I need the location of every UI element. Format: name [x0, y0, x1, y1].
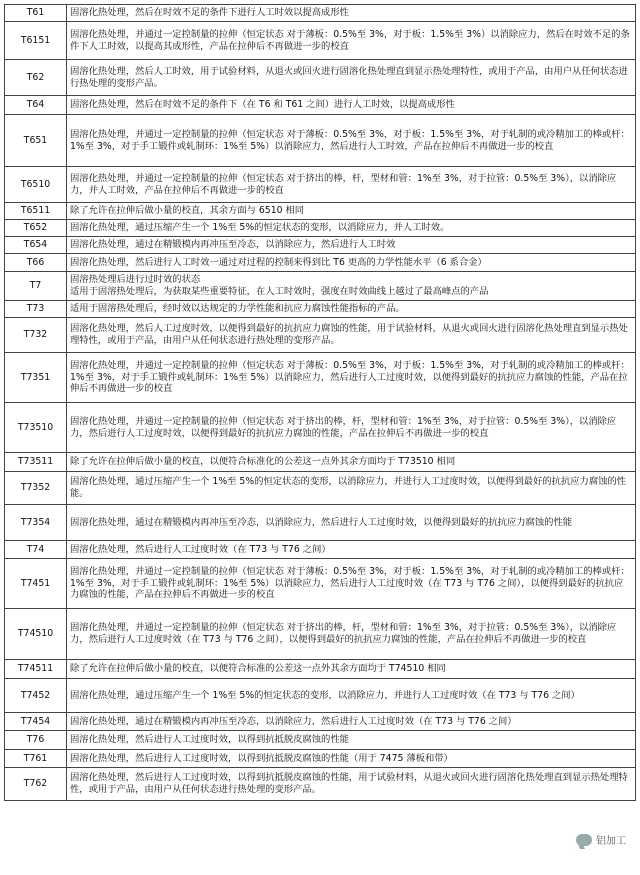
temper-code: T732: [5, 318, 67, 353]
temper-description: 固溶化热处理，然后进行人工过度时效，以得到抗抵脱皮腐蚀的性能（用于 7475 薄板和带）: [67, 750, 636, 768]
temper-description: 固溶化热处理，通过压缩产生一个 1%至 5%的恒定状态的变形，以消除应力，并人工时效。: [67, 220, 636, 237]
table-row: [5, 750, 636, 768]
temper-code: T7452: [5, 679, 67, 713]
temper-description: 除了允许在拉伸后做小量的校直，以便符合标准的公差这一点外其余方面均于 T74510 相同: [67, 660, 636, 679]
table-row: [5, 254, 636, 272]
temper-code: T62: [5, 60, 67, 96]
temper-code: T74510: [5, 609, 67, 660]
temper-description: 固溶化热处理，并通过一定控制量的拉伸（恒定状态 对于薄板：0.5%至 3%，对于板：1.5%至 3%）以消除应力，然后在时效不足的条件下人工时效，以提高其成形性，产品在拉伸后不再做进一步的校直: [67, 22, 636, 60]
temper-description: 固溶化热处理，并通过一定控制量的拉伸（恒定状态 对于薄板：0.5%至 3%，对于板：1.5%至 3%，对于轧制的或冷精加工的棒或杆：1%至 3%，对于手工锻件或轧制环：1%至 5%）以消除应力，然后进行人工时效，产品在拉伸后不再做进一步的校直: [67, 115, 636, 167]
temper-code: T762: [5, 768, 67, 801]
temper-description: 除了允许在拉伸后做小量的校直，其余方面与 6510 相同: [67, 203, 636, 220]
temper-description: 固溶化热处理，并通过一定控制量的拉伸（恒定状态 对于挤出的棒，杆，型材和管：1%至 3%，对于拉管：0.5%至 3%），以消除应力，然后进行人工过度时效，以便得到最好的抗抗应力腐蚀的性能，产品在拉伸后不再做进一步的校直: [67, 403, 636, 453]
temper-description: 固溶化热处理，通过在精锻模内再冲压至冷态，以消除应力，然后进行人工时效: [67, 237, 636, 254]
temper-code: T7351: [5, 353, 67, 403]
table-row: [5, 5, 636, 22]
temper-description: 固溶化热处理，然后人工时效，用于试验材料，从退火或回火进行固溶化热处理直到显示热处理特性，或用于产品，由用户从任何状态进行热处理的变形产品。: [67, 60, 636, 96]
table-row: [5, 541, 636, 559]
table-row: [5, 96, 636, 115]
table-row: [5, 203, 636, 220]
temper-description: 固溶化热处理，通过在精锻模内再冲压至冷态，以消除应力，然后进行人工过度时效（在 T73 与 T76 之间）: [67, 713, 636, 731]
table-row: [5, 22, 636, 60]
temper-description: 固溶化热处理，然后人工过度时效，以便得到最好的抗抗应力腐蚀的性能，用于试验材料，从退火或回火进行固溶化热处理直到显示热处理特性，或用于产品，由用户从任何状态进行热处理的变形产品。: [67, 318, 636, 353]
temper-description: 固溶化热处理，并通过一定控制量的拉伸（恒定状态 对于挤出的棒，杆，型材和管：1%至 3%，对于拉管：0.5%至 3%），以消除应力，并人工时效，产品在拉伸后不再做进一步的校直: [67, 167, 636, 203]
table-row: [5, 318, 636, 353]
temper-table-body: [5, 5, 636, 801]
temper-description: 固溶化热处理，并通过一定控制量的拉伸（恒定状态 对于挤出的棒，杆，型材和管：1%至 3%，对于拉管：0.5%至 3%），以消除应力，然后进行人工过度时效（在 T73 与 T76 之间），以便得到最好的抗抗应力腐蚀的性能，产品在拉伸后不再做进一步的校直: [67, 609, 636, 660]
temper-code: T66: [5, 254, 67, 272]
temper-code: T654: [5, 237, 67, 254]
watermark-text: 铝加工: [596, 836, 626, 847]
table-row: [5, 505, 636, 541]
temper-description: 固溶热处理后进行过时效的状态 适用于固溶热处理后，为获取某些重要特征，在人工时效时，强度在时效曲线上越过了最高峰点的产品: [67, 272, 636, 301]
temper-code: T652: [5, 220, 67, 237]
temper-code: T761: [5, 750, 67, 768]
temper-code: T73511: [5, 453, 67, 472]
temper-code: T6510: [5, 167, 67, 203]
temper-description: 固溶化热处理，然后进行人工过度时效，以得到抗抵脱皮腐蚀的性能: [67, 731, 636, 750]
table-row: [5, 453, 636, 472]
temper-code: T6151: [5, 22, 67, 60]
table-row: [5, 220, 636, 237]
temper-code: T7: [5, 272, 67, 301]
table-row: [5, 731, 636, 750]
temper-code: T7451: [5, 559, 67, 609]
temper-code: T73: [5, 301, 67, 318]
table-row: [5, 272, 636, 301]
table-row: [5, 472, 636, 505]
temper-description: 固溶化热处理，通过在精锻模内再冲压至冷态，以消除应力，然后进行人工过度时效，以便得到最好的抗抗应力腐蚀的性能: [67, 505, 636, 541]
table-row: [5, 403, 636, 453]
table-row: [5, 713, 636, 731]
temper-code: T74: [5, 541, 67, 559]
temper-code: T64: [5, 96, 67, 115]
temper-code: T7354: [5, 505, 67, 541]
table-row: [5, 60, 636, 96]
table-row: [5, 660, 636, 679]
temper-code: T61: [5, 5, 67, 22]
temper-code: T7352: [5, 472, 67, 505]
temper-description: 固溶化热处理，然后进行人工时效一通过对过程的控制来得到比 T6 更高的力学性能水平（6 系合金）: [67, 254, 636, 272]
table-row: [5, 237, 636, 254]
temper-description: 固溶化热处理，通过压缩产生一个 1%至 5%的恒定状态的变形，以消除应力，并进行人工过度时效，以便得到最好的抗抗应力腐蚀的性能。: [67, 472, 636, 505]
wechat-icon: [576, 834, 592, 846]
temper-code: T6511: [5, 203, 67, 220]
temper-description: 固溶化热处理，通过压缩产生一个 1%至 5%的恒定状态的变形，以消除应力，并进行人工过度时效（在 T73 与 T76 之间）: [67, 679, 636, 713]
table-row: [5, 115, 636, 167]
table-row: [5, 301, 636, 318]
table-row: [5, 559, 636, 609]
watermark: [572, 830, 630, 849]
temper-code: T7454: [5, 713, 67, 731]
temper-description: 固溶化热处理，然后在时效不足的条件下进行人工时效以提高成形性: [67, 5, 636, 22]
temper-code: T73510: [5, 403, 67, 453]
table-row: [5, 353, 636, 403]
temper-description: 适用于固溶热处理后，经时效以达规定的力学性能和抗应力腐蚀性能指标的产品。: [67, 301, 636, 318]
temper-description: 除了允许在拉伸后做小量的校直，以便符合标准化的公差这一点外其余方面均于 T73510 相同: [67, 453, 636, 472]
table-row: [5, 768, 636, 801]
temper-code: T651: [5, 115, 67, 167]
table-row: [5, 679, 636, 713]
temper-code: T74511: [5, 660, 67, 679]
temper-table: [4, 4, 636, 801]
temper-code: T76: [5, 731, 67, 750]
table-row: [5, 167, 636, 203]
temper-description: 固溶化热处理，然后在时效不足的条件下（在 T6 和 T61 之间）进行人工时效，以提高成形性: [67, 96, 636, 115]
table-row: [5, 609, 636, 660]
temper-description: 固溶化热处理，并通过一定控制量的拉伸（恒定状态 对于薄板：0.5%至 3%，对于板：1.5%至 3%，对于轧制的或冷精加工的棒或杆：1%至 3%，对于手工锻件或轧制环：1%至 5%）以消除应力，然后进行人工过度时效，以便得到最好的抗抗应力腐蚀的性能，产品在拉伸后不再做进一步的校直: [67, 353, 636, 403]
temper-description: 固溶化热处理，并通过一定控制量的拉伸（恒定状态 对于薄板：0.5%至 3%，对于板：1.5%至 3%，对于轧制的或冷精加工的棒或杆：1%至 3%，对于手工锻件或轧制环：1%至 5%）以消除应力，然后进行人工过度时效（在 T73 与 T76 之间），以便得到最好的抗抗应力腐蚀的性能，产品在拉伸后不再做进一步的校直: [67, 559, 636, 609]
temper-description: 固溶化热处理，然后进行人工过度时效（在 T73 与 T76 之间）: [67, 541, 636, 559]
temper-description: 固溶化热处理，然后进行人工过度时效，以得到抗抵脱皮腐蚀的性能，用于试验材料，从退火或回火进行固溶化热处理直到显示热处理特性，或用于产品，由用户从任何状态进行热处理的变形产品。: [67, 768, 636, 801]
